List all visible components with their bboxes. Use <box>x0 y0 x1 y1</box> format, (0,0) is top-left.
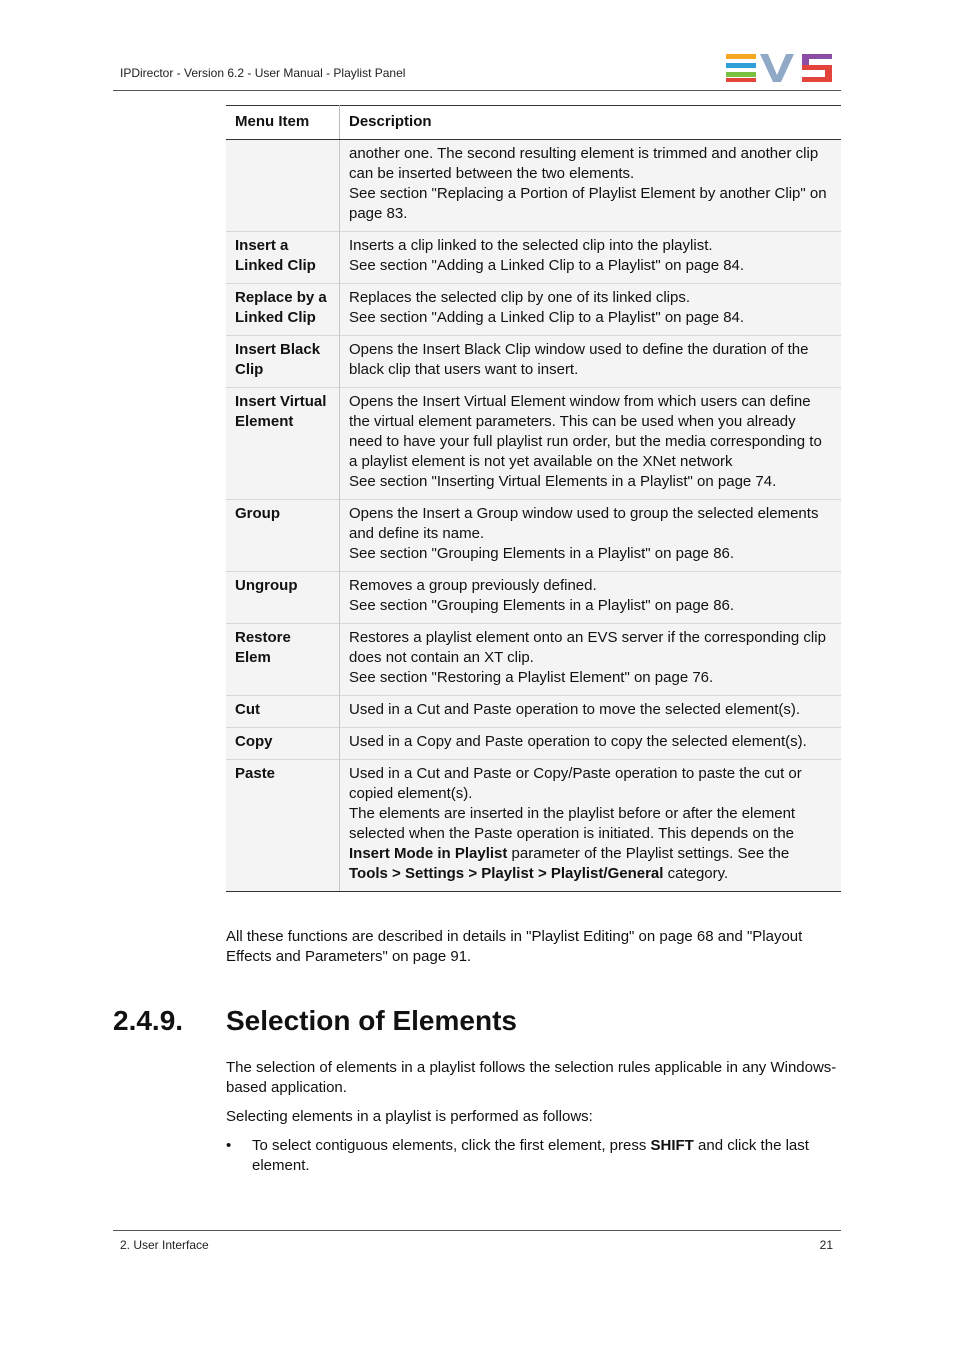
description-line: Opens the Insert Black Clip window used to define the duration of the black clip that users want to insert. <box>349 341 809 378</box>
description-cell <box>340 336 842 388</box>
menu-item-cell: Paste <box>226 760 340 892</box>
description-line: another one. The second resulting element is trimmed and another clip can be inserted between the two elements. <box>349 145 819 182</box>
menu-item-cell: Cut <box>226 696 340 728</box>
table-row <box>226 284 841 336</box>
paste-details-text: The elements are inserted in the playlist before or after the element selected when the Paste operation is initiated. This depends on the <box>349 805 796 842</box>
see-section-line: See section "Grouping Elements in a Playlist" on page 86. <box>349 545 735 562</box>
description-cell <box>340 388 842 500</box>
menu-item-cell: Group <box>226 500 340 572</box>
insert-mode-parameter-name: Insert Mode in Playlist <box>349 845 508 862</box>
description-line: Restores a playlist element onto an EVS server if the corresponding clip does not contain an XT clip. <box>349 629 826 666</box>
table-row <box>226 232 841 284</box>
section-title: Selection of Elements <box>226 1005 517 1036</box>
bullet-item <box>226 1136 841 1176</box>
description-cell <box>340 232 842 284</box>
bullet-text-part: and click the last element. <box>252 1137 809 1174</box>
table-row <box>226 140 841 232</box>
table-header-row <box>226 106 841 140</box>
description-line: Used in a Copy and Paste operation to copy the selected element(s). <box>349 733 807 750</box>
bullet-marker: • <box>226 1137 232 1154</box>
page-number: 21 <box>819 1238 833 1252</box>
footer-chapter: 2. User Interface <box>120 1238 209 1252</box>
description-cell <box>340 624 842 696</box>
section-paragraph: Selecting elements in a playlist is performed as follows: <box>226 1108 593 1125</box>
section-paragraph: The selection of elements in a playlist follows the selection rules applicable in any Windows-based application. <box>226 1059 837 1096</box>
description-cell <box>340 500 842 572</box>
description-cell <box>340 696 842 728</box>
column-header-menu-item: Menu Item <box>226 106 340 140</box>
description-line: Opens the Insert Virtual Element window from which users can define the virtual element parameters. This can be used when you already need to have your full playlist run order, but the media corresponding to a playlist element is not yet available on the XNet network <box>349 393 822 470</box>
see-section-line: See section "Grouping Elements in a Playlist" on page 86. <box>349 597 735 614</box>
evs-logo <box>726 53 834 83</box>
table-row <box>226 500 841 572</box>
description-cell <box>340 760 842 892</box>
description-cell <box>340 140 842 232</box>
description-line: Used in a Cut and Paste or Copy/Paste operation to paste the cut or copied element(s). <box>349 765 802 802</box>
menu-item-cell: Replace by a Linked Clip <box>226 284 340 336</box>
bullet-text-part: To select contiguous elements, click the first element, press <box>252 1137 651 1154</box>
description-line: Inserts a clip linked to the selected clip into the playlist. <box>349 237 713 254</box>
paste-details-text: parameter of the Playlist settings. See the <box>507 845 790 862</box>
menu-items-table <box>226 105 841 892</box>
paste-details-text: category. <box>663 865 729 882</box>
see-section-line: See section "Adding a Linked Clip to a Playlist" on page 84. <box>349 309 745 326</box>
description-cell <box>340 572 842 624</box>
see-section-line: See section "Replacing a Portion of Playlist Element by another Clip" on page 83. <box>349 185 827 222</box>
table-row <box>226 336 841 388</box>
column-header-description: Description <box>340 106 842 140</box>
menu-item-cell: Insert Virtual Element <box>226 388 340 500</box>
description-line: Replaces the selected clip by one of its linked clips. <box>349 289 691 306</box>
table-row <box>226 760 841 892</box>
menu-item-cell: Restore Elem <box>226 624 340 696</box>
table-row <box>226 696 841 728</box>
settings-menu-path: Tools > Settings > Playlist > Playlist/General <box>349 865 664 882</box>
description-line: Used in a Cut and Paste operation to move the selected element(s). <box>349 701 801 718</box>
bullet-text <box>252 1136 841 1176</box>
table-row <box>226 728 841 760</box>
running-header-title: IPDirector - Version 6.2 - User Manual - Playlist Panel <box>120 66 406 80</box>
section-number: 2.4.9. <box>113 1005 184 1036</box>
functions-note: All these functions are described in details in "Playlist Editing" on page 68 and "Playout Effects and Parameters" on page 91. <box>226 928 803 965</box>
description-cell <box>340 728 842 760</box>
description-line: Removes a group previously defined. <box>349 577 597 594</box>
table-row <box>226 388 841 500</box>
shift-key-label: SHIFT <box>650 1137 694 1154</box>
footer-rule <box>113 1230 841 1231</box>
menu-item-cell: Insert Black Clip <box>226 336 340 388</box>
description-cell <box>340 284 842 336</box>
header-rule <box>113 90 841 91</box>
menu-item-cell: Insert a Linked Clip <box>226 232 340 284</box>
see-section-line: See section "Restoring a Playlist Element" on page 76. <box>349 669 714 686</box>
table-row <box>226 572 841 624</box>
table-row <box>226 624 841 696</box>
menu-item-cell: Copy <box>226 728 340 760</box>
paste-details-line <box>349 804 831 884</box>
see-section-line: See section "Adding a Linked Clip to a Playlist" on page 84. <box>349 257 745 274</box>
description-line: Opens the Insert a Group window used to group the selected elements and define its name. <box>349 505 819 542</box>
see-section-line: See section "Inserting Virtual Elements in a Playlist" on page 74. <box>349 473 777 490</box>
menu-item-cell <box>226 140 340 232</box>
menu-item-cell: Ungroup <box>226 572 340 624</box>
